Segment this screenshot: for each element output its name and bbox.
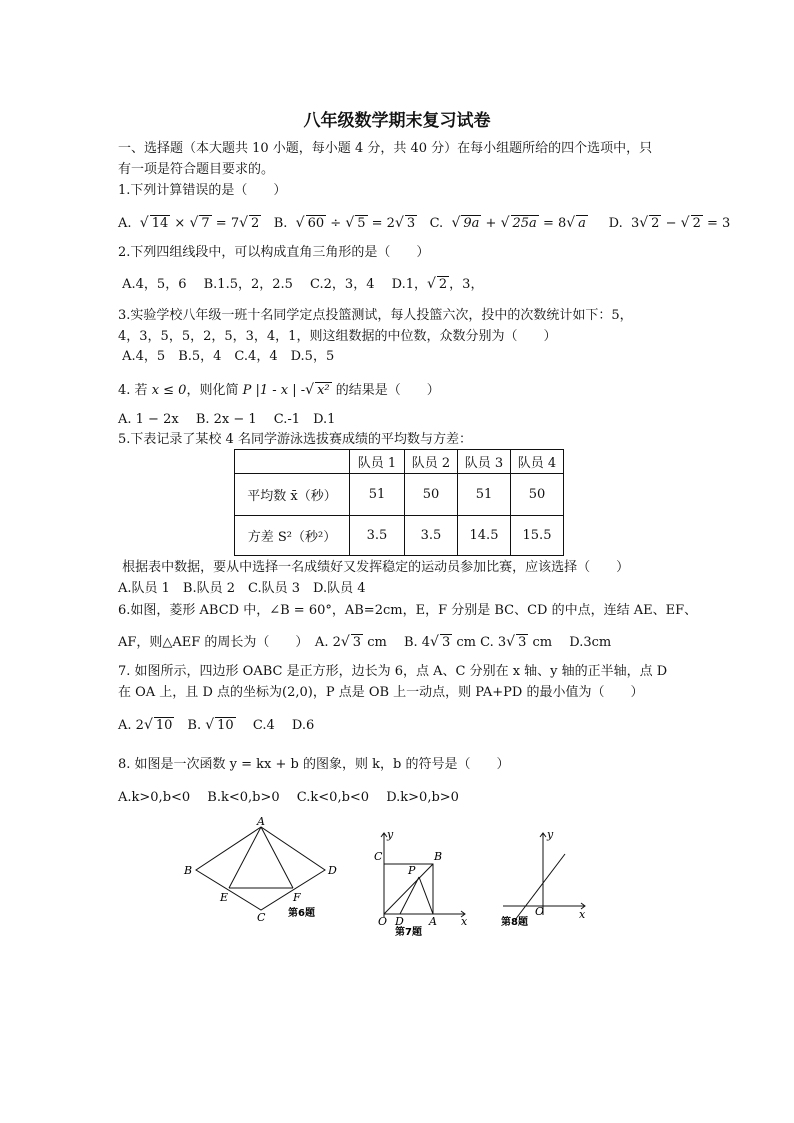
q4-stem: 4. 若 x ≤ 0，则化简 P |1 - x | -√ x² 的结果是（ ） — [118, 382, 440, 398]
fig7-caption: 第7题 — [395, 927, 422, 938]
page-title: 八年级数学期末复习试卷 — [303, 111, 491, 131]
q1-option-d: D. 3√ 2 − √ 2 = 3 — [608, 215, 731, 231]
table-header-cell: 队员 1 — [350, 450, 405, 474]
q1-option-c: C. √ 9a + √ 25a = 8√ a — [429, 215, 586, 231]
scores-table — [234, 449, 564, 556]
fig6-label-a: A — [257, 815, 265, 828]
fig7-label-o: O — [378, 915, 388, 928]
fig7-label-c: C — [374, 850, 383, 863]
table-row — [235, 474, 564, 516]
table-cell: 15.5 — [511, 516, 564, 556]
table-row — [235, 516, 564, 556]
q8-options: A.k>0,b<0 B.k<0,b>0 C.k<0,b<0 D.k>0,b>0 — [118, 790, 459, 805]
table-cell: 50 — [405, 474, 458, 516]
q7-line2: 在 OA 上，且 D 点的坐标为(2,0)，P 点是 OB 上一动点，则 PA+PD 的最小值为（ ） — [118, 685, 644, 700]
table-cell: 3.5 — [350, 516, 405, 556]
table-header-cell: 队员 3 — [458, 450, 511, 474]
q3-line2: 4，3，5，5，2，5，3，4，1，则这组数据的中位数，众数分别为（ ） — [118, 329, 557, 344]
fig7-label-p: P — [408, 864, 416, 877]
fig7-label-a: A — [429, 915, 437, 928]
fig6-label-d: D — [328, 864, 337, 877]
q1-option-a: A. √ 14 × √ 7 = 7√ 2 — [118, 215, 260, 231]
table-cell: 50 — [511, 474, 564, 516]
section-instructions-line2: 有一项是符合题目要求的。 — [118, 162, 275, 177]
q3-options: A.4，5 B.5，4 C.4，4 D.5，5 — [122, 349, 335, 364]
figure-8-linear-graph — [495, 825, 600, 930]
fig6-label-f: F — [293, 891, 301, 904]
figure-6-rhombus — [180, 815, 345, 930]
q6-line2: AF，则△AEF 的周长为（ ） A. 2√ 3 cm B. 4√ 3 cm C. 3√ 3 cm D.3cm — [118, 634, 612, 650]
q7-options: A. 2√ 10 B. √ 10 C.4 D.6 — [118, 717, 315, 733]
q8-stem: 8. 如图是一次函数 y = kx + b 的图象，则 k，b 的符号是（ ） — [118, 757, 510, 772]
q2-options: A.4，5，6 B.1.5，2，2.5 C.2，3，4 D.1，√ 2 ，3， — [122, 276, 484, 292]
fig8-caption: 第8题 — [501, 917, 528, 928]
fig6-caption: 第6题 — [288, 908, 315, 919]
q1-stem: 1.下列计算错误的是（ ） — [118, 183, 287, 198]
q5-after-text: 根据表中数据，要从中选择一名成绩好又发挥稳定的运动员参加比赛，应该选择（ ） — [122, 560, 630, 575]
row-label-variance: 方差 S²（秒²） — [235, 516, 350, 556]
table-cell: 3.5 — [405, 516, 458, 556]
q5-stem: 5.下表记录了某校 4 名同学游泳选拔赛成绩的平均数与方差： — [118, 432, 472, 447]
fig8-label-o: O — [535, 905, 545, 918]
q1-option-b: B. √ 60 ÷ √ 5 = 2√ 3 — [273, 215, 416, 231]
fig7-label-b: B — [434, 850, 443, 863]
table-cell: 51 — [458, 474, 511, 516]
fig7-label-y: y — [387, 828, 394, 841]
q6-line1: 6.如图，菱形 ABCD 中，∠B = 60°，AB=2cm，E，F 分别是 BC、CD 的中点，连结 AE、EF、 — [118, 603, 698, 618]
q1-options — [118, 214, 730, 233]
figure-7-square — [365, 825, 475, 940]
fig7-label-d: D — [395, 915, 404, 928]
table-header-cell: 队员 2 — [405, 450, 458, 474]
table-cell: 14.5 — [458, 516, 511, 556]
section-instructions-line1: 一、选择题（本大题共 10 小题，每小题 4 分，共 40 分）在每小组题所给的四个选项中，只 — [118, 141, 653, 156]
table-cell: 51 — [350, 474, 405, 516]
table-header-cell: 队员 4 — [511, 450, 564, 474]
q3-line1: 3.实验学校八年级一班十名同学定点投篮测试，每人投篮六次，投中的次数统计如下：5， — [118, 308, 633, 323]
fig6-label-c: C — [257, 911, 266, 924]
fig8-label-x: x — [579, 908, 586, 921]
q2-stem: 2.下列四组线段中，可以构成直角三角形的是（ ） — [118, 245, 430, 260]
q4-options: A. 1 − 2x B. 2x − 1 C.-1 D.1 — [118, 412, 336, 427]
q7-line1: 7. 如图所示，四边形 OABC 是正方形，边长为 6，点 A、C 分别在 x 轴、y 轴的正半轴，点 D — [118, 664, 668, 679]
fig7-label-x: x — [461, 915, 468, 928]
q5-options: A.队员 1 B.队员 2 C.队员 3 D.队员 4 — [118, 581, 366, 596]
row-label-mean: 平均数 x̄（秒） — [235, 474, 350, 516]
fig8-label-y: y — [547, 828, 554, 841]
table-header-cell — [235, 450, 350, 474]
fig6-label-b: B — [184, 864, 193, 877]
fig6-label-e: E — [220, 891, 229, 904]
table-header-row — [235, 450, 564, 474]
